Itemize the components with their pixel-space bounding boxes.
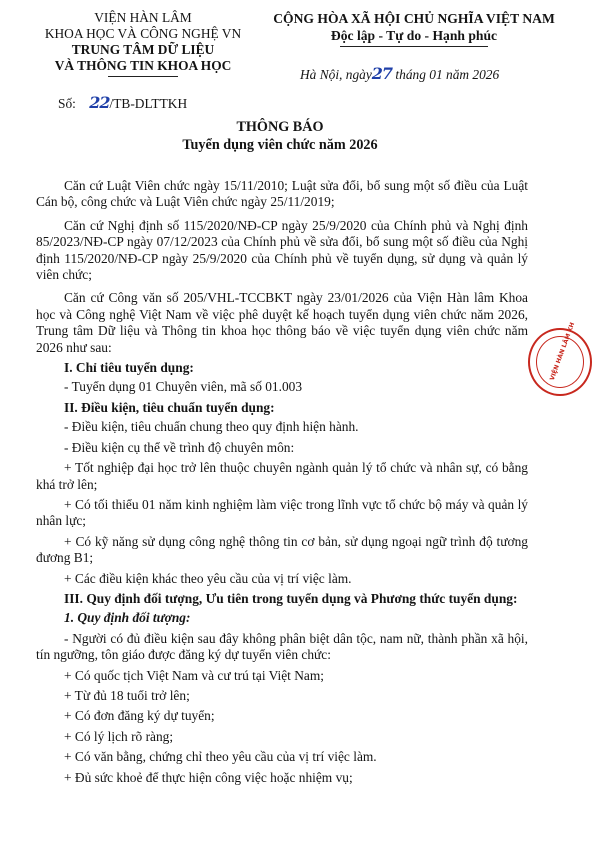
specific-conditions: - Điều kiện cụ thể về trình độ chuyên môn: [64,439,295,455]
quota-item: - Tuyển dụng 01 Chuyên viên, mã số 01.003 [64,379,303,395]
condition-experience: + Có tối thiểu 01 năm kinh nghiệm làm việc trong lĩnh vực tổ chức bộ máy và quản lý nhân lực; [36,496,528,529]
condition-skills: + Có kỹ năng sử dụng công nghệ thông tin cơ bản, sử dụng ngoại ngữ trình độ tương đương B1; [36,533,528,566]
legal-basis-3: Căn cứ Công văn số 205/VHL-TCCBKT ngày 23/01/2026 của Viện Hàn lâm Khoa học và Công nghệ Việt Nam về việc phê duyệt kế hoạch tuyển dụng viên chức năm 2026, Trung tâm Dữ liệu và Thông tin khoa học thông báo về việc tuyển dụng viên chức năm 2026 như sau: [36,290,528,355]
legal-basis-2: Căn cứ Nghị định số 115/2020/NĐ-CP ngày 25/9/2020 của Chính phủ và Nghị định 85/2023/NĐ-CP ngày 07/12/2023 của Chính phủ về sửa đổi, bổ sung một số điều của Nghị định 115/2020/NĐ-CP ngày 25/9/2020 của Chính phủ về tuyển dụng, sử dụng và quản lý viên chức; [36,217,528,283]
doc-number-label: Số: [58,96,76,111]
document-number [58,93,187,112]
notice-title-sub: Tuyển dụng viên chức năm 2026 [182,137,378,153]
notice-title [0,118,560,154]
eligibility-background: + Có lý lịch rõ ràng; [64,728,174,744]
agency-line-1: VIỆN HÀN LÂM [94,10,192,25]
notice-title-main: THÔNG BÁO [236,119,324,135]
notice-body [36,178,528,790]
date-prefix: Hà Nội, ngày [300,67,372,82]
section-2-heading: II. Điều kiện, tiêu chuẩn tuyển dụng: [64,399,275,415]
condition-other: + Các điều kiện khác theo yêu cầu của vị trí việc làm. [64,570,352,586]
eligibility-nationality: + Có quốc tịch Việt Nam và cư trú tại Việt Nam; [64,667,325,683]
motto-underline [340,46,488,47]
seal-lettering: VIỆN HÀN LÂM KH [548,321,577,382]
red-seal-stamp [528,321,592,396]
legal-basis-1: Căn cứ Luật Viên chức ngày 15/11/2010; Luật sửa đổi, bổ sung một số điều của Luật Cán bộ, công chức và Luật Viên chức ngày 25/11/2019; [36,178,528,210]
issuing-agency-header [24,10,262,77]
national-motto-header [268,10,560,47]
date-day-handwritten: 27 [371,64,393,83]
subsection-3-1-heading: 1. Quy định đối tượng: [64,610,191,626]
eligibility-intro: - Người có đủ điều kiện sau đây không phân biệt dân tộc, nam nữ, thành phần xã hội, tín ngưỡng, tôn giáo được đăng ký dự tuyển viên chức: [36,630,528,663]
agency-line-2: KHOA HỌC VÀ CÔNG NGHỆ VN [44,26,242,41]
doc-number-handwritten: 22 [89,93,110,112]
eligibility-certificates: + Có văn bằng, chứng chỉ theo yêu cầu của vị trí việc làm. [64,749,377,765]
agency-underline [108,76,178,77]
section-1-heading: I. Chỉ tiêu tuyển dụng: [64,360,194,376]
place-and-date [300,64,558,83]
section-3-heading: III. Quy định đối tượng, Ưu tiên trong tuyển dụng và Phương thức tuyển dụng: [64,590,518,606]
eligibility-application: + Có đơn đăng ký dự tuyển; [64,708,215,724]
general-conditions: - Điều kiện, tiêu chuẩn chung theo quy định hiện hành. [64,419,359,435]
agency-line-3: TRUNG TÂM DỮ LIỆU [71,42,215,57]
doc-number-suffix: /TB-DLTTKH [109,96,188,111]
date-suffix: tháng 01 năm 2026 [395,67,500,82]
eligibility-health: + Đủ sức khoẻ để thực hiện công việc hoặc nhiệm vụ; [64,769,353,785]
agency-line-4: VÀ THÔNG TIN KHOA HỌC [54,58,232,73]
eligibility-age: + Từ đủ 18 tuổi trở lên; [64,687,190,703]
motto: Độc lập - Tự do - Hạnh phúc [330,28,498,43]
condition-degree: + Tốt nghiệp đại học trở lên thuộc chuyên ngành quản lý tổ chức và nhân sự, có bằng khá trở lên; [36,460,528,492]
country-name: CỘNG HÒA XÃ HỘI CHỦ NGHĨA VIỆT NAM [273,11,555,26]
